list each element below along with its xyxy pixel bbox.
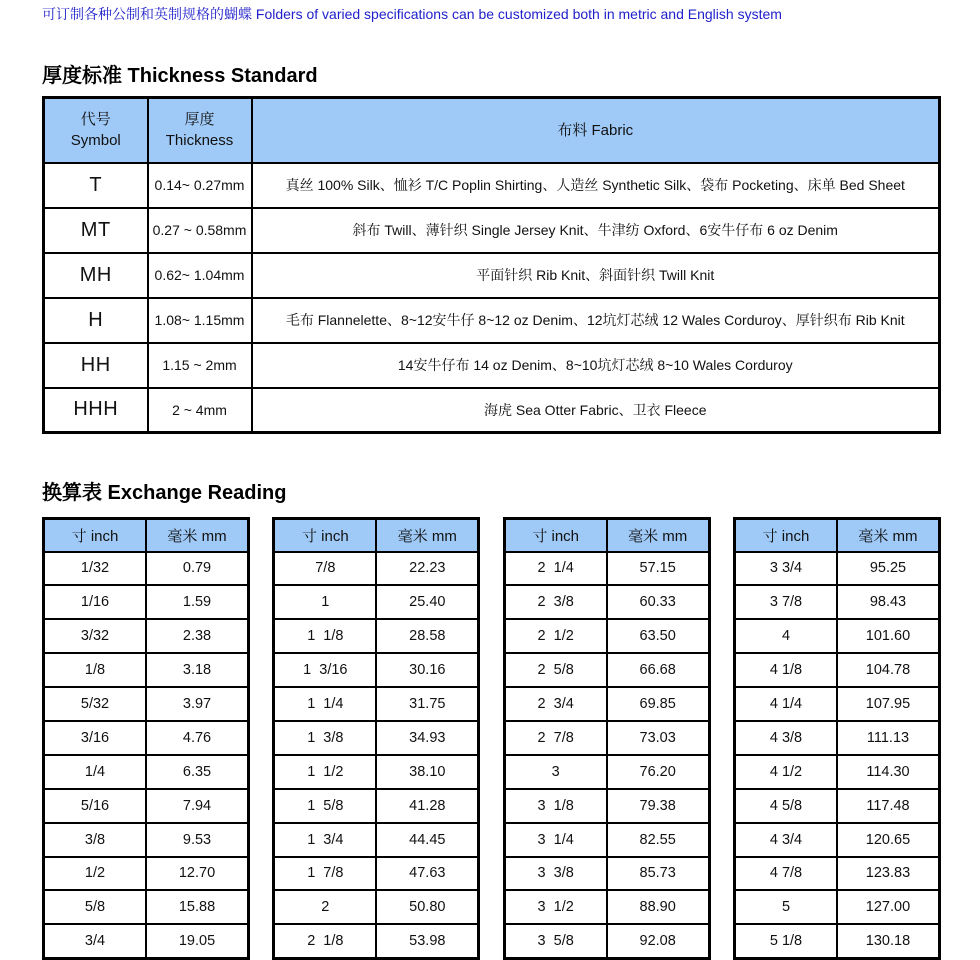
inch-value: 1 1/2 xyxy=(274,755,377,789)
exchange-table-row xyxy=(504,755,709,789)
thickness-column-header xyxy=(148,98,252,163)
exchange-header-row xyxy=(734,519,939,552)
inch-value: 4 1/2 xyxy=(734,755,837,789)
mm-value: 104.78 xyxy=(837,653,940,687)
exchange-table-row xyxy=(274,552,479,586)
thickness-standard-table xyxy=(42,96,941,434)
inch-value: 1 1/4 xyxy=(274,687,377,721)
exchange-table-row xyxy=(734,721,939,755)
mm-value: 111.13 xyxy=(837,721,940,755)
exchange-table-row xyxy=(504,721,709,755)
thickness-table-row xyxy=(44,298,940,343)
mm-value: 79.38 xyxy=(607,789,710,823)
symbol-value: HHH xyxy=(44,388,148,433)
inch-value: 3 3/4 xyxy=(734,552,837,586)
inch-column-header: 寸 inch xyxy=(504,519,607,552)
inch-value: 2 xyxy=(274,890,377,924)
inch-value: 1 xyxy=(274,585,377,619)
mm-value: 47.63 xyxy=(376,857,479,891)
mm-value: 9.53 xyxy=(146,823,249,857)
mm-value: 28.58 xyxy=(376,619,479,653)
inch-value: 2 1/4 xyxy=(504,552,607,586)
inch-value: 2 5/8 xyxy=(504,653,607,687)
inch-value: 1 3/4 xyxy=(274,823,377,857)
fabric-value: 平面针织 Rib Knit、斜面针织 Twill Knit xyxy=(252,253,940,298)
exchange-table-row xyxy=(734,552,939,586)
exchange-table-row xyxy=(274,721,479,755)
mm-value: 12.70 xyxy=(146,857,249,891)
exchange-header-row xyxy=(274,519,479,552)
inch-value: 3 1/4 xyxy=(504,823,607,857)
exchange-table-row xyxy=(734,857,939,891)
inch-value: 3/16 xyxy=(44,721,147,755)
exchange-table-row xyxy=(274,890,479,924)
exchange-table-row xyxy=(44,721,249,755)
thickness-value: 1.15 ~ 2mm xyxy=(148,343,252,388)
thickness-value: 0.62~ 1.04mm xyxy=(148,253,252,298)
thickness-header-row xyxy=(44,98,940,163)
exchange-table-row xyxy=(274,687,479,721)
mm-value: 82.55 xyxy=(607,823,710,857)
exchange-table-row xyxy=(504,890,709,924)
mm-value: 60.33 xyxy=(607,585,710,619)
mm-value: 101.60 xyxy=(837,619,940,653)
inch-value: 3/4 xyxy=(44,924,147,958)
symbol-column-header-en: Symbol xyxy=(70,132,121,150)
inch-value: 1/4 xyxy=(44,755,147,789)
inch-column-header: 寸 inch xyxy=(274,519,377,552)
inch-value: 5/8 xyxy=(44,890,147,924)
mm-value: 114.30 xyxy=(837,755,940,789)
exchange-table-row xyxy=(504,585,709,619)
customization-note: 可订制各种公制和英制规格的蝴蝶 Folders of varied specifications can be customized both in metric and English system xyxy=(42,6,782,22)
inch-value: 3 1/8 xyxy=(504,789,607,823)
exchange-table-row xyxy=(734,653,939,687)
inch-value: 1 1/8 xyxy=(274,619,377,653)
mm-value: 95.25 xyxy=(837,552,940,586)
inch-value: 2 3/4 xyxy=(504,687,607,721)
mm-value: 63.50 xyxy=(607,619,710,653)
symbol-value: T xyxy=(44,163,148,208)
mm-column-header: 毫米 mm xyxy=(607,519,710,552)
exchange-table-row xyxy=(274,653,479,687)
inch-value: 1 5/8 xyxy=(274,789,377,823)
mm-value: 22.23 xyxy=(376,552,479,586)
mm-value: 57.15 xyxy=(607,552,710,586)
inch-value: 3 7/8 xyxy=(734,585,837,619)
thickness-value: 1.08~ 1.15mm xyxy=(148,298,252,343)
mm-value: 19.05 xyxy=(146,924,249,958)
exchange-table-row xyxy=(44,585,249,619)
inch-value: 3/8 xyxy=(44,823,147,857)
inch-value: 5/16 xyxy=(44,789,147,823)
inch-value: 1/32 xyxy=(44,552,147,586)
mm-value: 130.18 xyxy=(837,924,940,958)
mm-value: 85.73 xyxy=(607,857,710,891)
mm-value: 117.48 xyxy=(837,789,940,823)
mm-value: 31.75 xyxy=(376,687,479,721)
fabric-value: 毛布 Flannelette、8~12安牛仔 8~12 oz Denim、12坑灯芯绒 12 Wales Corduroy、厚针织布 Rib Knit xyxy=(252,298,940,343)
exchange-table-row xyxy=(44,823,249,857)
exchange-table-row xyxy=(504,789,709,823)
mm-value: 1.59 xyxy=(146,585,249,619)
thickness-column-header-zh: 厚度 xyxy=(184,111,215,129)
exchange-table-row xyxy=(504,857,709,891)
exchange-table-row xyxy=(274,755,479,789)
exchange-table-row xyxy=(504,653,709,687)
inch-value: 5/32 xyxy=(44,687,147,721)
inch-value: 2 3/8 xyxy=(504,585,607,619)
exchange-table-row xyxy=(274,585,479,619)
exchange-table-row xyxy=(504,552,709,586)
mm-value: 41.28 xyxy=(376,789,479,823)
inch-value: 1 3/16 xyxy=(274,653,377,687)
exchange-table-row xyxy=(734,755,939,789)
exchange-tables-container xyxy=(42,517,941,960)
exchange-table-row xyxy=(734,789,939,823)
exchange-table-row xyxy=(734,924,939,958)
symbol-column-header-zh: 代号 xyxy=(80,111,111,129)
symbol-column-header xyxy=(44,98,148,163)
inch-value: 2 1/2 xyxy=(504,619,607,653)
exchange-table-row xyxy=(44,890,249,924)
inch-value: 1 7/8 xyxy=(274,857,377,891)
exchange-table-row xyxy=(44,924,249,958)
inch-value: 1/2 xyxy=(44,857,147,891)
mm-value: 44.45 xyxy=(376,823,479,857)
symbol-value: MH xyxy=(44,253,148,298)
exchange-table-4 xyxy=(733,517,941,960)
mm-value: 30.16 xyxy=(376,653,479,687)
thickness-table-row xyxy=(44,388,940,433)
thickness-table-row xyxy=(44,208,940,253)
exchange-table-row xyxy=(274,619,479,653)
mm-value: 50.80 xyxy=(376,890,479,924)
fabric-value: 14安牛仔布 14 oz Denim、8~10坑灯芯绒 8~10 Wales Corduroy xyxy=(252,343,940,388)
inch-value: 1 3/8 xyxy=(274,721,377,755)
symbol-value: H xyxy=(44,298,148,343)
thickness-column-header-en: Thickness xyxy=(165,132,234,150)
exchange-table-row xyxy=(734,890,939,924)
exchange-table-row xyxy=(44,789,249,823)
mm-value: 120.65 xyxy=(837,823,940,857)
mm-value: 76.20 xyxy=(607,755,710,789)
exchange-table-row xyxy=(44,653,249,687)
inch-column-header: 寸 inch xyxy=(734,519,837,552)
inch-value: 3 3/8 xyxy=(504,857,607,891)
mm-value: 123.83 xyxy=(837,857,940,891)
mm-value: 0.79 xyxy=(146,552,249,586)
mm-value: 38.10 xyxy=(376,755,479,789)
inch-value: 4 5/8 xyxy=(734,789,837,823)
exchange-header-row xyxy=(504,519,709,552)
thickness-standard-heading: 厚度标准 Thickness Standard xyxy=(42,65,318,87)
inch-value: 3 1/2 xyxy=(504,890,607,924)
inch-value: 2 1/8 xyxy=(274,924,377,958)
mm-column-header: 毫米 mm xyxy=(837,519,940,552)
fabric-value: 真丝 100% Silk、恤衫 T/C Poplin Shirting、人造丝 Synthetic Silk、袋布 Pocketing、床单 Bed Sheet xyxy=(252,163,940,208)
exchange-table-row xyxy=(44,755,249,789)
exchange-table-3 xyxy=(503,517,711,960)
exchange-table-row xyxy=(504,619,709,653)
inch-value: 4 3/8 xyxy=(734,721,837,755)
mm-value: 25.40 xyxy=(376,585,479,619)
exchange-table-row xyxy=(734,585,939,619)
exchange-table-row xyxy=(734,619,939,653)
thickness-value: 0.27 ~ 0.58mm xyxy=(148,208,252,253)
mm-value: 6.35 xyxy=(146,755,249,789)
exchange-header-row xyxy=(44,519,249,552)
inch-value: 4 xyxy=(734,619,837,653)
mm-value: 88.90 xyxy=(607,890,710,924)
exchange-table-row xyxy=(504,924,709,958)
mm-value: 15.88 xyxy=(146,890,249,924)
inch-value: 7/8 xyxy=(274,552,377,586)
thickness-table-row xyxy=(44,253,940,298)
mm-value: 66.68 xyxy=(607,653,710,687)
inch-column-header: 寸 inch xyxy=(44,519,147,552)
mm-value: 69.85 xyxy=(607,687,710,721)
inch-value: 1/8 xyxy=(44,653,147,687)
fabric-column-header: 布料 Fabric xyxy=(252,98,940,163)
inch-value: 5 1/8 xyxy=(734,924,837,958)
inch-value: 4 1/4 xyxy=(734,687,837,721)
mm-value: 4.76 xyxy=(146,721,249,755)
inch-value: 3 xyxy=(504,755,607,789)
fabric-value: 斜布 Twill、薄针织 Single Jersey Knit、牛津纺 Oxford、6安牛仔布 6 oz Denim xyxy=(252,208,940,253)
symbol-value: MT xyxy=(44,208,148,253)
exchange-table-row xyxy=(504,687,709,721)
mm-value: 7.94 xyxy=(146,789,249,823)
mm-value: 98.43 xyxy=(837,585,940,619)
exchange-table-2 xyxy=(272,517,480,960)
symbol-value: HH xyxy=(44,343,148,388)
mm-value: 107.95 xyxy=(837,687,940,721)
inch-value: 5 xyxy=(734,890,837,924)
exchange-table-row xyxy=(274,857,479,891)
exchange-table-row xyxy=(734,687,939,721)
exchange-table-row xyxy=(734,823,939,857)
mm-value: 3.18 xyxy=(146,653,249,687)
mm-column-header: 毫米 mm xyxy=(146,519,249,552)
exchange-reading-heading: 换算表 Exchange Reading xyxy=(42,482,287,504)
inch-value: 4 3/4 xyxy=(734,823,837,857)
exchange-table-row xyxy=(44,619,249,653)
mm-value: 34.93 xyxy=(376,721,479,755)
mm-value: 2.38 xyxy=(146,619,249,653)
inch-value: 3/32 xyxy=(44,619,147,653)
mm-value: 73.03 xyxy=(607,721,710,755)
mm-column-header: 毫米 mm xyxy=(376,519,479,552)
inch-value: 4 1/8 xyxy=(734,653,837,687)
exchange-table-row xyxy=(274,924,479,958)
exchange-table-row xyxy=(274,789,479,823)
inch-value: 1/16 xyxy=(44,585,147,619)
exchange-table-row xyxy=(44,857,249,891)
exchange-table-1 xyxy=(42,517,250,960)
thickness-value: 2 ~ 4mm xyxy=(148,388,252,433)
thickness-value: 0.14~ 0.27mm xyxy=(148,163,252,208)
exchange-table-row xyxy=(504,823,709,857)
mm-value: 127.00 xyxy=(837,890,940,924)
mm-value: 92.08 xyxy=(607,924,710,958)
exchange-table-row xyxy=(274,823,479,857)
mm-value: 53.98 xyxy=(376,924,479,958)
inch-value: 2 7/8 xyxy=(504,721,607,755)
thickness-table-row xyxy=(44,343,940,388)
thickness-table-row xyxy=(44,163,940,208)
fabric-value: 海虎 Sea Otter Fabric、卫衣 Fleece xyxy=(252,388,940,433)
exchange-table-row xyxy=(44,552,249,586)
exchange-table-row xyxy=(44,687,249,721)
inch-value: 4 7/8 xyxy=(734,857,837,891)
mm-value: 3.97 xyxy=(146,687,249,721)
inch-value: 3 5/8 xyxy=(504,924,607,958)
